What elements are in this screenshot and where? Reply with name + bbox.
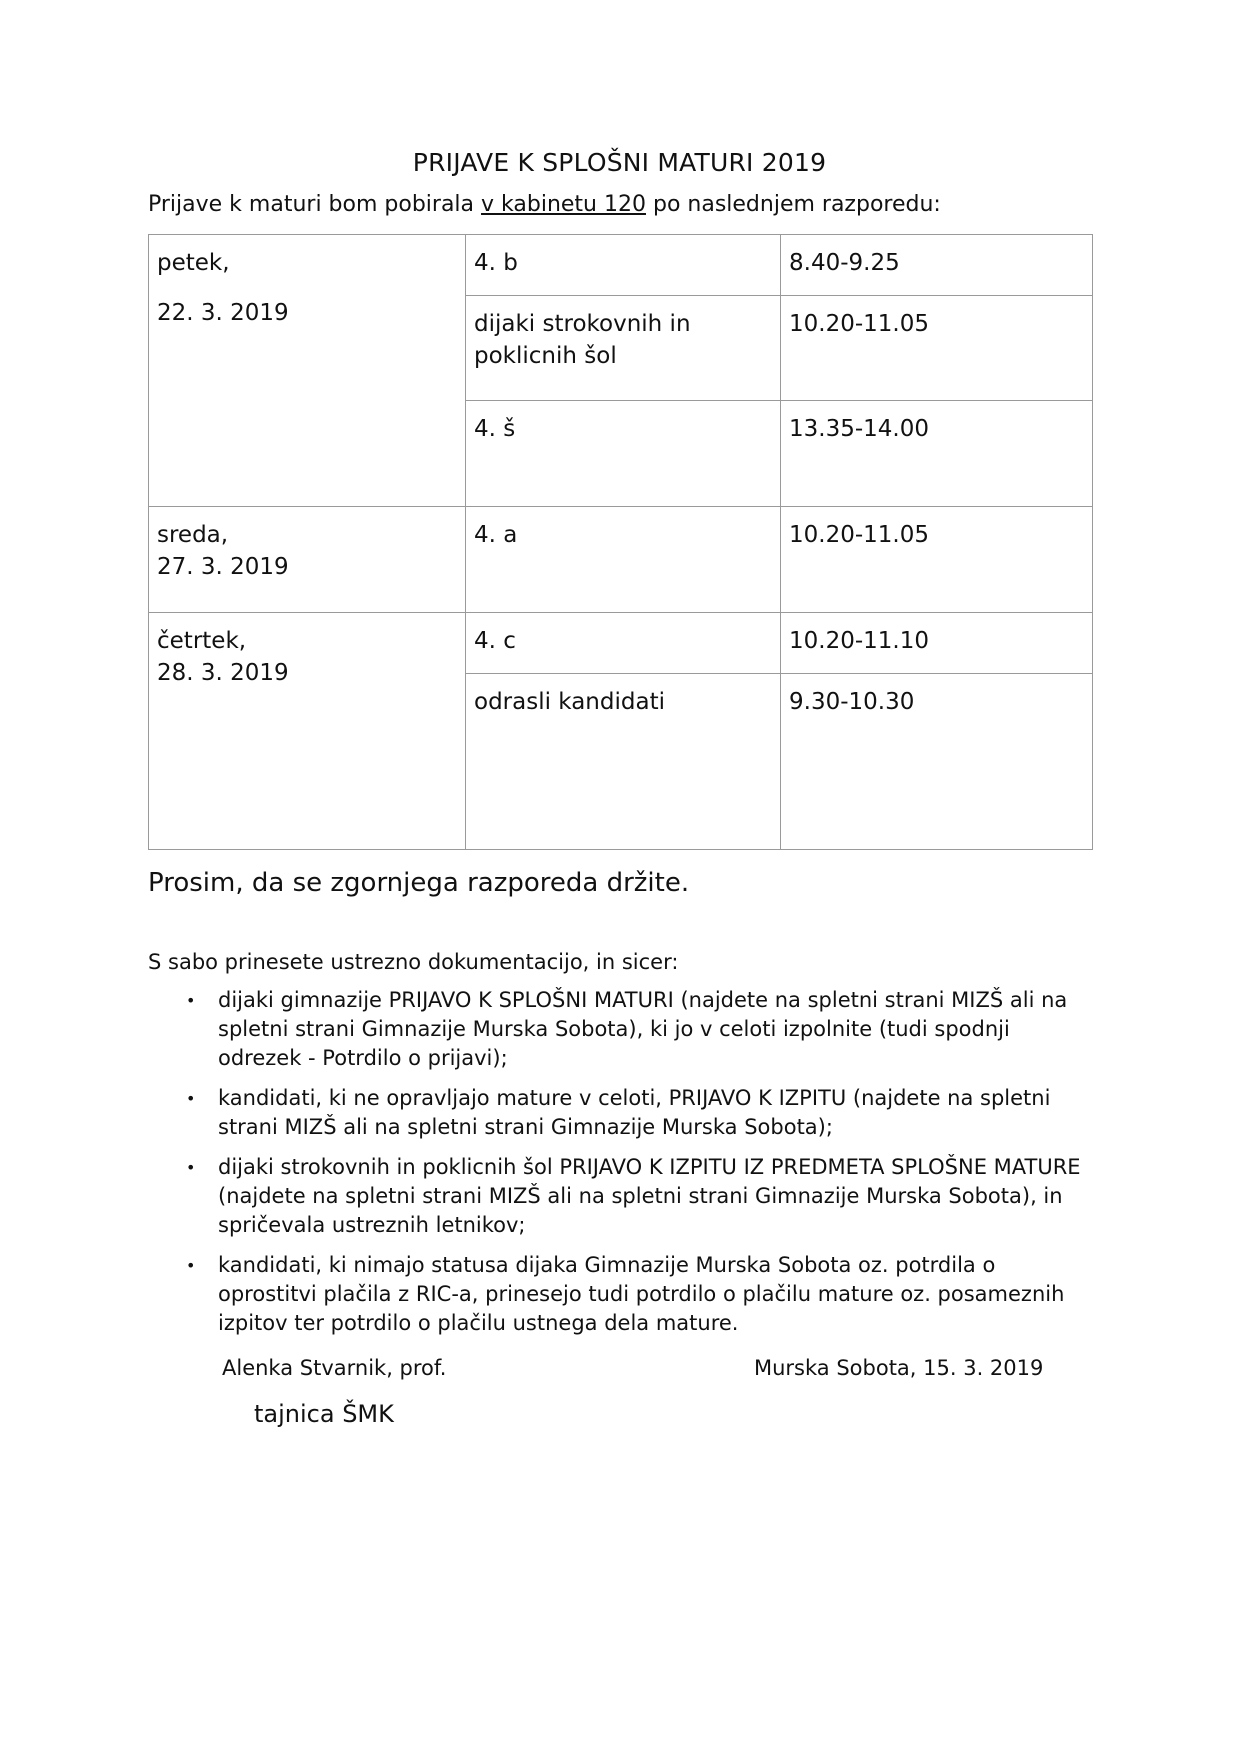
date-label: 27. 3. 2019 — [157, 554, 289, 580]
signature-name: Alenka Stvarnik, prof. — [222, 1356, 447, 1380]
day-label: petek, — [157, 250, 230, 276]
bullet-icon: • — [186, 991, 196, 1010]
intro-text-before: Prijave k maturi bom pobirala — [148, 192, 482, 217]
day-cell-wednesday — [149, 507, 466, 613]
time-cell: 8.40-9.25 — [781, 235, 1093, 296]
time-cell: 10.20-11.10 — [781, 613, 1093, 674]
requirement-text: dijaki gimnazije PRIJAVO K SPLOŠNI MATURI (najdete na spletni strani MIZŠ ali na spletni strani Gimnazije Murska Sobota), ki jo v celoti izpolnite (tudi spodnji odrezek - Potrdilo o prijavi); — [218, 988, 1068, 1070]
table-row — [149, 235, 1093, 296]
time-cell: 10.20-11.05 — [781, 507, 1093, 613]
list-item — [148, 1251, 1098, 1338]
bullet-icon: • — [186, 1089, 196, 1108]
requirement-text: kandidati, ki ne opravljajo mature v celoti, PRIJAVO K IZPITU (najdete na spletni strani MIZŠ ali na spletni strani Gimnazije Murska Sobota); — [218, 1086, 1051, 1139]
list-item — [148, 1153, 1098, 1240]
schedule-table — [148, 234, 1093, 850]
date-label: 28. 3. 2019 — [157, 660, 289, 686]
group-cell: 4. c — [466, 613, 781, 674]
group-cell: odrasli kandidati — [466, 674, 781, 850]
intro-location: v kabinetu 120 — [481, 192, 646, 217]
group-cell: 4. a — [466, 507, 781, 613]
bullet-icon: • — [186, 1158, 196, 1177]
day-cell-friday — [149, 235, 466, 507]
bullet-icon: • — [186, 1256, 196, 1275]
list-item — [148, 1084, 1098, 1142]
requirements-list — [148, 986, 1098, 1349]
day-label: sreda, — [157, 522, 229, 548]
table-row — [149, 613, 1093, 674]
intro-text-after: po naslednjem razporedu: — [645, 192, 941, 217]
day-label: četrtek, — [157, 628, 247, 654]
time-cell: 13.35-14.00 — [781, 401, 1093, 507]
document-title: PRIJAVE K SPLOŠNI MATURI 2019 — [412, 148, 827, 177]
intro-line — [148, 192, 941, 217]
requirement-text: dijaki strokovnih in poklicnih šol PRIJAVO K IZPITU IZ PREDMETA SPLOŠNE MATURE (najdete na spletni strani MIZŠ ali na spletni strani Gimnazije Murska Sobota), in spričevala ustreznih letnikov; — [218, 1155, 1081, 1237]
group-cell: 4. b — [466, 235, 781, 296]
schedule-note: Prosim, da se zgornjega razporeda držite. — [148, 868, 690, 898]
documents-intro: S sabo prinesete ustrezno dokumentacijo, in sicer: — [148, 950, 679, 974]
date-label: 22. 3. 2019 — [157, 300, 289, 326]
group-cell: 4. š — [466, 401, 781, 507]
table-row — [149, 507, 1093, 613]
time-cell: 10.20-11.05 — [781, 296, 1093, 401]
list-item — [148, 986, 1098, 1073]
signature-role: tajnica ŠMK — [254, 1400, 394, 1428]
time-cell: 9.30-10.30 — [781, 674, 1093, 850]
group-cell: dijaki strokovnih in poklicnih šol — [466, 296, 781, 401]
signature-place-date: Murska Sobota, 15. 3. 2019 — [754, 1356, 1044, 1380]
requirement-text: kandidati, ki nimajo statusa dijaka Gimnazije Murska Sobota oz. potrdila o oprostitvi plačila z RIC-a, prinesejo tudi potrdilo o plačilu mature oz. posameznih izpitov ter potrdilo o plačilu ustnega dela mature. — [218, 1253, 1065, 1335]
day-cell-thursday — [149, 613, 466, 850]
